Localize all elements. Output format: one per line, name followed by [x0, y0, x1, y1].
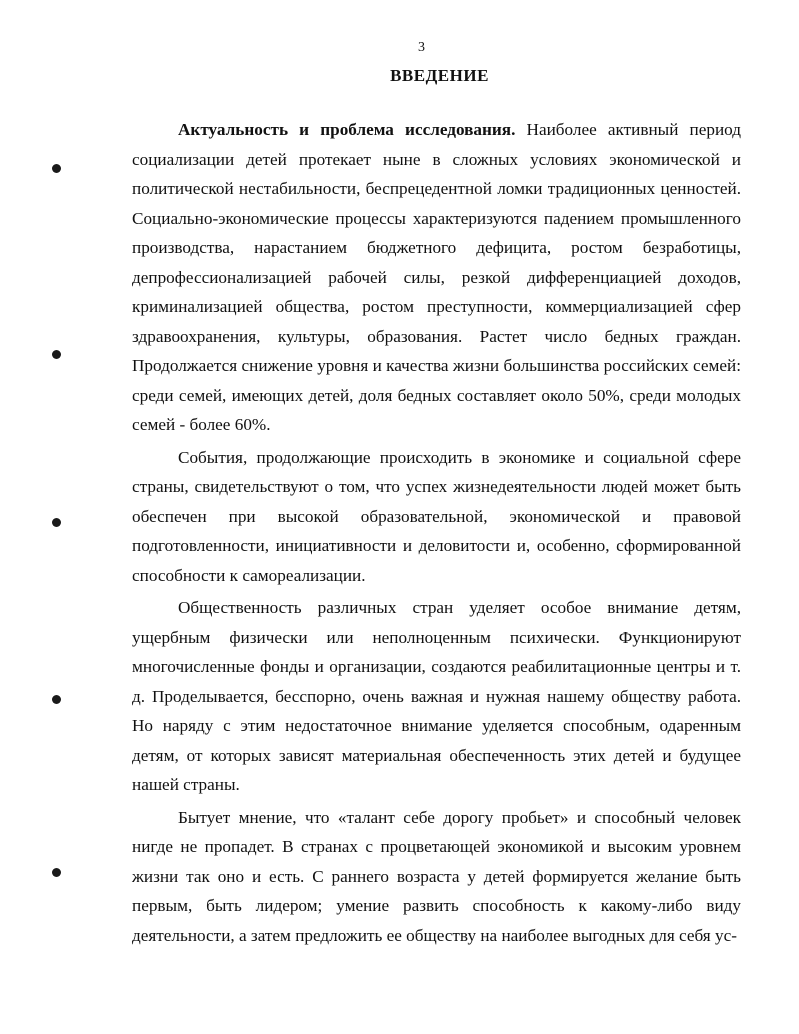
page-number: 3 — [418, 40, 425, 55]
binding-hole-mark — [52, 518, 61, 527]
binding-hole-mark — [52, 350, 61, 359]
binding-hole-mark — [52, 695, 61, 704]
paragraph-lead: Актуальность и проблема исследования. — [178, 120, 516, 139]
binding-hole-mark — [52, 868, 61, 877]
binding-hole-mark — [52, 164, 61, 173]
body-text — [132, 115, 741, 953]
paragraph: Бытует мнение, что «талант себе дорогу пробьет» и способный человек нигде не пропадет. В странах с процветающей экономикой и высоким уровнем жизни так оно и есть. С раннего возраста у детей формируется желание быть первым, быть лидером; умение развить способность к какому-либо виду деятельности, а затем предложить ее обществу на наиболее выгодных для себя ус- — [132, 807, 741, 945]
paragraph: Общественность различных стран уделяет особое внимание детям, ущербным физически или неполноценным психически. Функционируют многочисленные фонды и организации, создаются реабилитационные центры и т. д. Проделывается, бесспорно, очень важная и нужная нашему обществу работа. Но наряду с этим недостаточное внимание уделяется способным, одаренным детям, от которых зависят материальная обеспеченность этих детей и будущее нашей страны. — [132, 598, 741, 794]
paragraph: События, продолжающие происходить в экономике и социальной сфере страны, свидетельствуют о том, что успех жизнедеятельности людей может быть обеспечен при высокой образовательной, экономической и правовой подготовленности, инициативности и деловитости и, особенно, сформированной способности к самореализации. — [132, 447, 741, 585]
paragraph-text: Наиболее активный период социализации детей протекает ныне в сложных условиях экономической и политической нестабильности, беспрецедентной ломки традиционных ценностей. Социально-экономические процессы характеризуются падением промышленного производства, нарастанием бюджетного дефицита, ростом безработицы, депрофессионализацией рабочей силы, резкой дифференциацией доходов, криминализацией общества, ростом преступности, коммерциализацией сфер здравоохранения, культуры, образования. Растет число бедных граждан. Продолжается снижение уровня и качества жизни большинства российских семей: среди семей, имеющих детей, доля бедных составляет около 50%, среди молодых семей - более 60%. — [132, 120, 741, 434]
paragraph — [132, 115, 741, 440]
page-title: ВВЕДЕНИЕ — [390, 66, 489, 85]
